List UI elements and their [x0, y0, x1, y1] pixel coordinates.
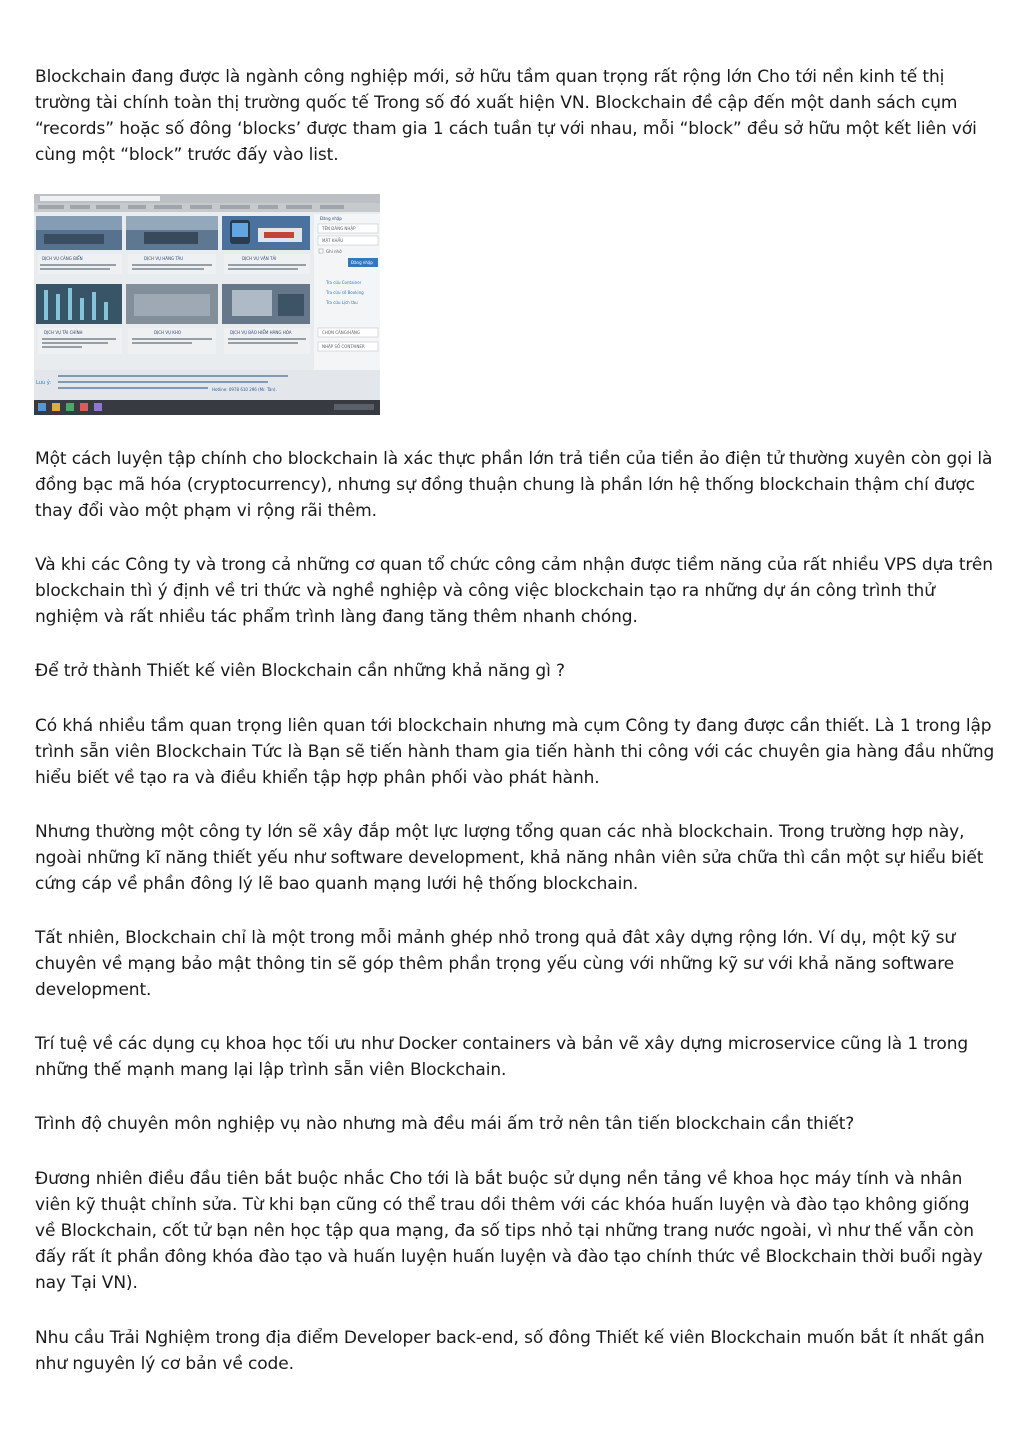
- paragraph-6: Tất nhiên, Blockchain chỉ là một trong mỗi mảnh ghép nhỏ trong quả đât xây dựng rộng lớn. Ví dụ, một kỹ sư chuyên về mạng bảo mật thông tin sẽ góp thêm phần trọng yếu cùng với những kỹ sư với khả năng software development.: [35, 928, 956, 1000]
- paragraph-2: Một cách luyện tập chính cho blockchain là xác thực phần lớn trả tiền của tiền ảo điện tử thường xuyên còn gọi là đồng bạc mã hóa (cryptocurrency), nhưng sự đồng thuận chung là phần lớn hệ thống blockchain thậm chí được thay đổi vào một phạm vi rộng rãi thêm.: [35, 449, 993, 521]
- paragraph-5: Nhưng thường một công ty lớn sẽ xây đắp một lực lượng tổng quan các nhà blockchain. Trong trường hợp này, ngoài những kĩ năng thiết yếu như software development, khả năng nhân viên sửa chữa thì cần một sự hiểu biết cứng cáp về phần đông lý lẽ bao quanh mạng lưới hệ thống blockchain.: [35, 822, 984, 894]
- service-title-6: DỊCH VỤ BẢO HIỂM HÀNG HÓA: [230, 330, 292, 335]
- service-title-5: DỊCH VỤ KHO: [154, 330, 182, 335]
- paragraph-8: Đương nhiên điều đầu tiên bắt buộc nhắc Cho tới là bắt buộc sử dụng nền tảng về khoa học máy tính và nhân viên kỹ thuật chỉnh sửa. Từ khi bạn cũng có thể trau dồi thêm với các khóa huấn luyện và đào tạo không giống về Blockchain, cốt tử bạn nên học tập qua mạng, đa số tips nhỏ tại những trang nước ngoài, vì như thế vẫn còn đấy rất ít phần đông khóa đào tạo và huấn luyện huấn luyện và đào tạo chính thức về Blockchain thời buổi ngày nay Tại VN).: [35, 1169, 983, 1293]
- photo-note-label: Lưu ý:: [36, 380, 51, 386]
- photo-remember-label: Ghi nhớ: [326, 249, 342, 254]
- photo-link-1: Tra cứu Container: [326, 280, 362, 285]
- website-photo-image: [34, 194, 380, 415]
- service-title-1: DỊCH VỤ CẢNG BIỂN: [42, 256, 83, 261]
- photo-select-label: CHỌN CẢNG/HÃNG: [322, 330, 361, 335]
- photo-username-label: TÊN ĐĂNG NHẬP: [322, 226, 356, 231]
- paragraph-7: Trí tuệ về các dụng cụ khoa học tối ưu như Docker containers và bản vẽ xây dựng microservice cũng là 1 trong những thế mạnh mang lại lập trình sẵn viên Blockchain.: [35, 1034, 969, 1080]
- service-title-4: DỊCH VỤ TÀI CHÍNH: [44, 330, 83, 335]
- paragraph-4: Có khá nhiều tầm quan trọng liên quan tới blockchain nhưng mà cụm Công ty đang được cần thiết. Là 1 trong lập trình sẵn viên Blockchain Tức là Bạn sẽ tiến hành tham gia tiến hành thi công với các chuyên gia hàng đầu những hiểu biết về tạo ra và điều khiển tập hợp phân phối vào phát hành.: [35, 716, 995, 788]
- service-title-2: DỊCH VỤ HÃNG TÀU: [144, 256, 184, 261]
- subheading-expertise: Trình độ chuyên môn nghiệp vụ nào nhưng mà đều mái ấm trở nên tân tiến blockchain cần thiết?: [35, 1114, 855, 1134]
- photo-login-heading: Đăng nhập: [320, 216, 342, 221]
- photo-link-2: Tra cứu số Booking: [326, 290, 364, 295]
- subheading-skills: Để trở thành Thiết kế viên Blockchain cần những khả năng gì ?: [35, 661, 565, 681]
- photo-link-3: Tra cứu Lịch tàu: [326, 300, 358, 305]
- photo-login-button: Đăng nhập: [351, 260, 373, 265]
- paragraph-9: Nhu cầu Trải Nghiệm trong địa điểm Developer back-end, số đông Thiết kế viên Blockchain muốn bắt ít nhất gần như nguyên lý cơ bản về code.: [35, 1328, 985, 1374]
- paragraph-3: Và khi các Công ty và trong cả những cơ quan tổ chức công cảm nhận được tiềm năng của rất nhiều VPS dựa trên blockchain thì ý định về tri thức và nghề nghiệp và công việc blockchain tạo ra những dự án công trình thử nghiệm và rất nhiều tác phẩm trình làng đang tăng thêm nhanh chóng.: [35, 555, 993, 627]
- screenshot-photo: [34, 194, 380, 415]
- photo-password-label: MẬT KHẨU: [322, 238, 344, 243]
- paragraph-1: Blockchain đang được là ngành công nghiệp mới, sở hữu tầm quan trọng rất rộng lớn Cho tới nền kinh tế thị trường tài chính toàn thị trường quốc tế Trong số đó xuất hiện VN. Blockchain đề cập đến một danh sách cụm “records” hoặc số đông ‘blocks’ được tham gia 1 cách tuần tự với nhau, mỗi “block” đều sở hữu một kết liên với cùng một “block” trước đấy vào list.: [35, 67, 977, 165]
- service-title-3: DỊCH VỤ VẬN TẢI: [242, 256, 277, 261]
- photo-hotline: Hotline: 0978 610 296 (Mr. Tân).: [212, 387, 277, 392]
- photo-container-label: NHẬP SỐ CONTAINER: [322, 344, 365, 349]
